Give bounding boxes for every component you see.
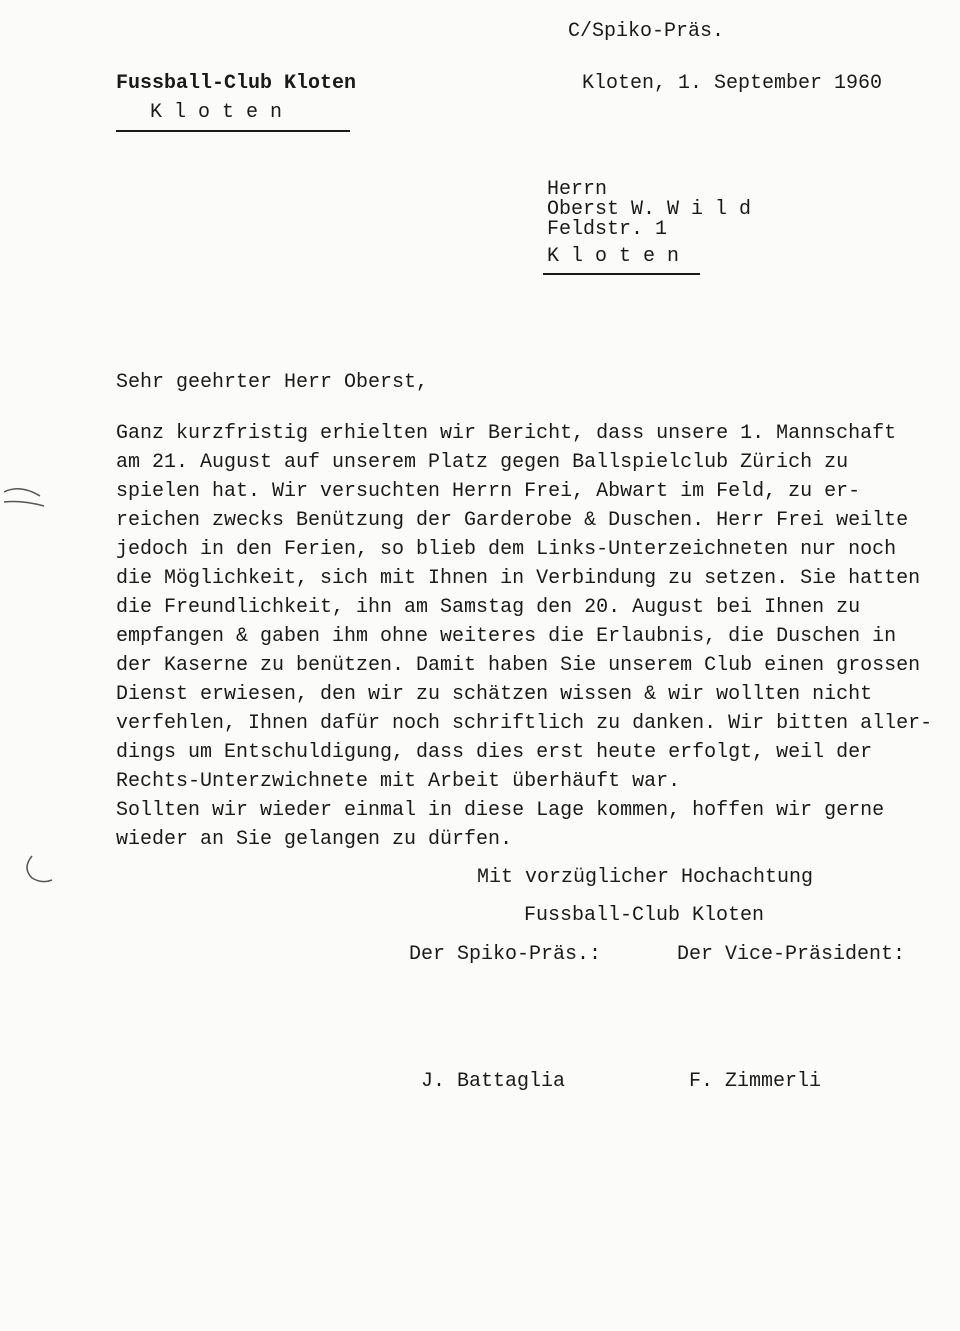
body-line: dings um Entschuldigung, dass dies erst heute erfolgt, weil der (116, 741, 873, 764)
sender-name: Fussball-Club Kloten (116, 72, 357, 95)
signatory-right-title: Der Vice-Präsident: (677, 943, 906, 966)
sender-city: K l o t e n (150, 101, 283, 124)
closing: Mit vorzüglicher Hochachtung (477, 866, 814, 889)
margin-mark (0, 470, 50, 520)
body-line: spielen hat. Wir versuchten Herrn Frei, Abwart im Feld, zu er- (116, 480, 861, 503)
recipient-name: Oberst W. W i l d (547, 198, 752, 221)
body-line: wieder an Sie gelangen zu dürfen. (116, 828, 513, 851)
recipient-salutation: Herrn (547, 178, 608, 201)
body-line: jedoch in den Ferien, so blieb dem Links-Unterzeichneten nur noch (116, 538, 897, 561)
file-reference: C/Spiko-Präs. (568, 20, 725, 43)
body-line: reichen zwecks Benützung der Garderobe & Duschen. Herr Frei weilte (116, 509, 909, 532)
recipient-street: Feldstr. 1 (547, 218, 668, 241)
body-line: die Freundlichkeit, ihn am Samstag den 20. August bei Ihnen zu (116, 596, 861, 619)
signatory-left-title: Der Spiko-Präs.: (409, 943, 602, 966)
margin-mark (18, 850, 58, 890)
date-line: Kloten, 1. September 1960 (582, 72, 883, 95)
letter-body (116, 419, 933, 854)
body-line: Sollten wir wieder einmal in diese Lage kommen, hoffen wir gerne (116, 799, 885, 822)
signatory-right-name: F. Zimmerli (689, 1070, 822, 1093)
sender-underline (116, 130, 350, 132)
recipient-city: K l o t e n (547, 245, 680, 268)
body-line: der Kaserne zu benützen. Damit haben Sie unserem Club einen grossen (116, 654, 921, 677)
body-line: Dienst erwiesen, den wir zu schätzen wissen & wir wollten nicht (116, 683, 873, 706)
greeting: Sehr geehrter Herr Oberst, (116, 371, 429, 394)
body-line: empfangen & gaben ihm ohne weiteres die Erlaubnis, die Duschen in (116, 625, 897, 648)
body-line: Rechts-Unterzwichnete mit Arbeit überhäuft war. (116, 770, 681, 793)
recipient-underline (543, 273, 700, 275)
body-line: Ganz kurzfristig erhielten wir Bericht, dass unsere 1. Mannschaft (116, 422, 897, 445)
signatory-left-name: J. Battaglia (421, 1070, 566, 1093)
body-line: verfehlen, Ihnen dafür noch schriftlich zu danken. Wir bitten aller- (116, 712, 933, 735)
body-line: am 21. August auf unserem Platz gegen Ballspielclub Zürich zu (116, 451, 849, 474)
body-line: die Möglichkeit, sich mit Ihnen in Verbindung zu setzen. Sie hatten (116, 567, 921, 590)
closing-club: Fussball-Club Kloten (524, 904, 765, 927)
